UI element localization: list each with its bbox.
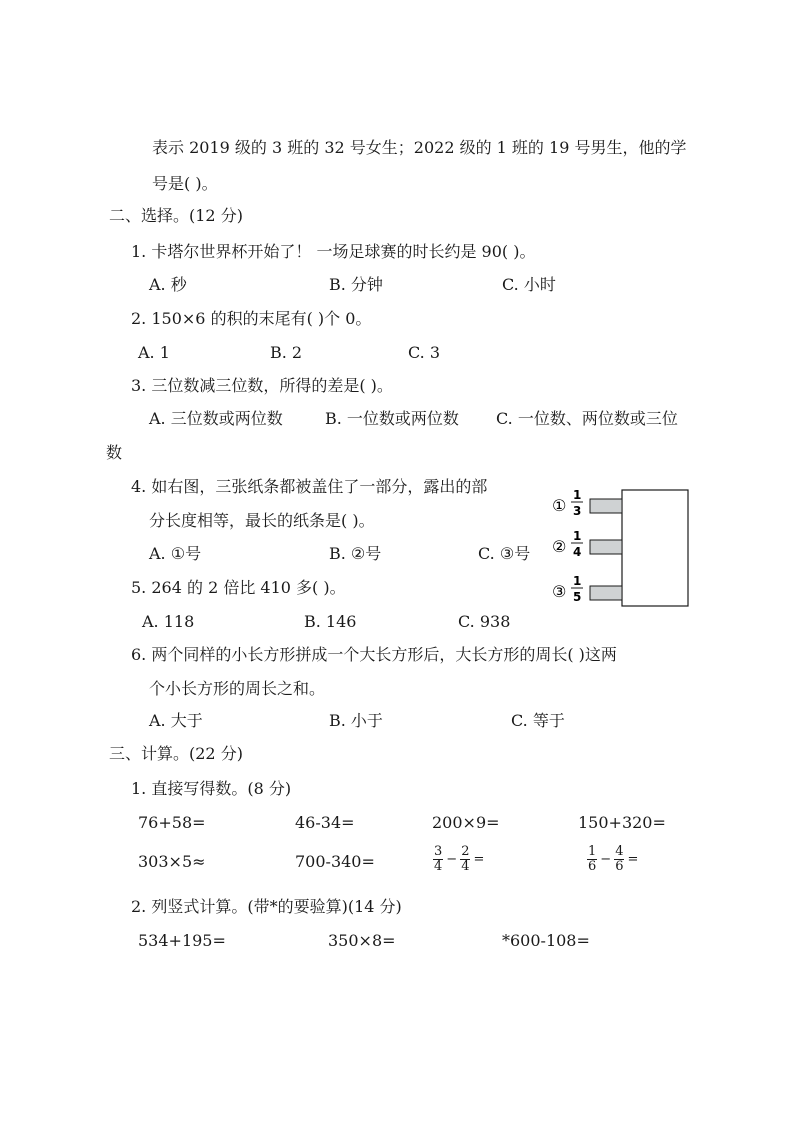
question-4-line-2: 分长度相等，最长的纸条是( )。 <box>149 511 375 530</box>
frac1-denominator-2: 4 <box>461 859 470 874</box>
q3-option-c-wrap: 数 <box>106 443 123 462</box>
cover-box <box>622 490 688 606</box>
question-6-line-2: 个小长方形的周长之和。 <box>149 679 326 698</box>
q3-option-a: A. 三位数或两位数 <box>149 409 283 428</box>
q6-option-a: A. 大于 <box>149 711 203 730</box>
frac2-numerator-2: 4 <box>615 844 624 859</box>
q5-option-b: B. 146 <box>304 612 357 631</box>
frac1-denominator-1: 4 <box>434 859 443 874</box>
frac1-numerator-2: 2 <box>461 844 470 859</box>
strip-3-mark: ③ <box>552 582 567 601</box>
strip-2-denominator: 4 <box>573 545 582 559</box>
frac2-numerator-1: 1 <box>588 844 597 859</box>
strip-2-numerator: 1 <box>573 529 582 543</box>
q1-option-b: B. 分钟 <box>329 275 383 294</box>
part-2-title: 2. 列竖式计算。(带*的要验算)(14 分) <box>131 897 402 916</box>
strip-3 <box>590 586 622 600</box>
frac1-equals: = <box>473 852 485 867</box>
strip-1-numerator: 1 <box>573 488 582 502</box>
q4-option-c: C. ③号 <box>478 544 531 563</box>
section-2-heading: 二、选择。(12 分) <box>109 206 243 225</box>
calc-item-6: 700-340= <box>295 852 375 871</box>
calc-item-2: 46-34= <box>295 813 355 832</box>
calc-item-4: 150+320= <box>578 813 666 832</box>
strip-1-denominator: 3 <box>573 504 582 518</box>
frac2-equals: = <box>627 852 639 867</box>
q6-option-b: B. 小于 <box>329 711 383 730</box>
q5-option-c: C. 938 <box>458 612 511 631</box>
q1-option-c: C. 小时 <box>502 275 556 294</box>
vertical-calc-2: 350×8= <box>328 931 396 950</box>
frac2-denominator-2: 6 <box>615 859 624 874</box>
question-2: 2. 150×6 的积的末尾有( )个 0。 <box>131 309 372 328</box>
frac2-denominator-1: 6 <box>588 859 597 874</box>
question-5: 5. 264 的 2 倍比 410 多( )。 <box>131 578 346 597</box>
section-3-heading: 三、计算。(22 分) <box>109 744 243 763</box>
q3-option-b: B. 一位数或两位数 <box>325 409 459 428</box>
question-3: 3. 三位数减三位数，所得的差是( )。 <box>131 376 393 395</box>
part-1-title: 1. 直接写得数。(8 分) <box>131 779 292 798</box>
strip-1-mark: ① <box>552 496 567 515</box>
vertical-calc-1: 534+195= <box>138 931 226 950</box>
q4-option-a: A. ①号 <box>149 544 202 563</box>
question-4-line-1: 4. 如右图，三张纸条都被盖住了一部分，露出的部 <box>131 477 488 496</box>
q1-option-a: A. 秒 <box>149 275 187 294</box>
strip-1 <box>590 499 622 513</box>
vertical-calc-3: *600-108= <box>502 931 590 950</box>
question-1: 1. 卡塔尔世界杯开始了！ 一场足球赛的时长约是 90( )。 <box>131 242 536 261</box>
calc-fraction-2 <box>587 846 638 873</box>
q2-option-b: B. 2 <box>270 343 303 362</box>
intro-line-2: 号是( )。 <box>152 174 218 193</box>
q5-option-a: A. 118 <box>142 612 195 631</box>
q3-option-c: C. 一位数、两位数或三位 <box>496 409 678 428</box>
strip-2-mark: ② <box>552 537 567 556</box>
paper-strips-figure <box>548 484 693 612</box>
q2-option-c: C. 3 <box>408 343 441 362</box>
frac1-operator: − <box>446 852 458 867</box>
intro-line-1: 表示 2019 级的 3 班的 32 号女生；2022 级的 1 班的 19 号男生，他的学 <box>152 138 687 157</box>
strip-2 <box>590 540 622 554</box>
strip-3-numerator: 1 <box>573 574 582 588</box>
q2-option-a: A. 1 <box>138 343 170 362</box>
calc-item-3: 200×9= <box>432 813 500 832</box>
q6-option-c: C. 等于 <box>511 711 565 730</box>
calc-item-5: 303×5≈ <box>138 852 206 871</box>
frac1-numerator-1: 3 <box>434 844 443 859</box>
q4-option-b: B. ②号 <box>329 544 382 563</box>
calc-item-1: 76+58= <box>138 813 206 832</box>
frac2-operator: − <box>600 852 612 867</box>
strip-3-denominator: 5 <box>573 590 582 604</box>
question-6-line-1: 6. 两个同样的小长方形拼成一个大长方形后，大长方形的周长( )这两 <box>131 645 617 664</box>
calc-fraction-1 <box>433 846 484 873</box>
